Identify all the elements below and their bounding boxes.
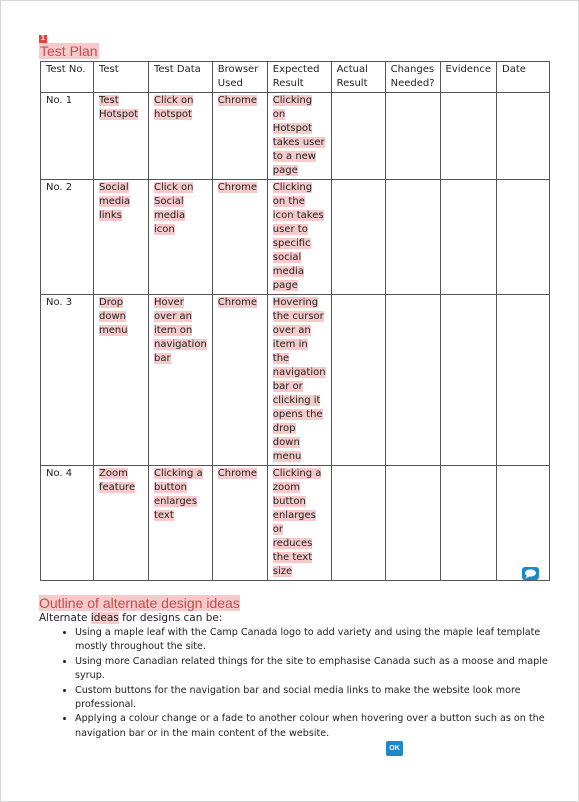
table-row [41,295,550,466]
cell-browser: Chrome [212,295,267,466]
header-expected-result: Expected Result [267,62,331,93]
cell-changes-needed [385,466,440,581]
cell-evidence [440,180,497,295]
test-plan-table [40,61,550,581]
cell-changes-needed [385,93,440,180]
header-evidence: Evidence [440,62,497,93]
cell-actual-result [331,295,385,466]
header-browser-used: Browser Used [212,62,267,93]
list-item: • Applying a colour change or a fade to another colour when hovering over a button such as on the navigation bar or in the main content of the website. [75,712,551,741]
cell-actual-result [331,180,385,295]
cell-test-data: Click on Social media icon [149,180,213,295]
table-header-row [41,62,550,93]
ok-button[interactable]: OK [386,741,403,756]
header-changes-needed: Changes Needed? [385,62,440,93]
table-row [41,93,550,180]
cell-browser: Chrome [212,466,267,581]
outline-heading [39,595,240,611]
cell-date [497,295,550,466]
cell-test: Social media links [94,180,149,295]
page-title-text: Test Plan [40,43,98,59]
header-test-data: Test Data [149,62,213,93]
cell-evidence [440,93,497,180]
cell-changes-needed [385,180,440,295]
design-ideas-list [57,626,551,741]
cell-actual-result [331,466,385,581]
cell-test-no: No. 3 [41,295,94,466]
cell-expected-result: Clicking on Hotspot takes user to a new page [267,93,331,180]
header-date: Date [497,62,550,93]
cell-test-no: No. 1 [41,93,94,180]
list-item: • Custom buttons for the navigation bar and social media links to make the website look more professional. [75,684,551,713]
cell-test: Test Hotspot [94,93,149,180]
header-test-no: Test No. [41,62,94,93]
comment-marker[interactable]: 1 [39,35,47,43]
list-item: • Using more Canadian related things for the site to emphasise Canada such as a moose and maple syrup. [75,655,551,684]
cell-browser: Chrome [212,180,267,295]
outline-heading-text: Outline of alternate design ideas [39,595,240,611]
outline-intro: Alternate ideas for designs can be: [39,612,223,624]
cell-test-data: Clicking a button enlarges text [149,466,213,581]
highlighted-word: ideas [90,612,119,624]
cell-date [497,466,550,581]
cell-test-data: Hover over an item on navigation bar [149,295,213,466]
cell-test-no: No. 4 [41,466,94,581]
cell-test: Zoom feature [94,466,149,581]
cell-expected-result: Clicking on the icon takes user to specific social media page [267,180,331,295]
page-title [39,43,99,59]
cell-browser: Chrome [212,93,267,180]
speech-bubble-icon[interactable] [522,567,539,580]
header-actual-result: Actual Result [331,62,385,93]
cell-actual-result [331,93,385,180]
cell-date [497,180,550,295]
table-row [41,180,550,295]
cell-test: Drop down menu [94,295,149,466]
cell-evidence [440,295,497,466]
cell-test-no: No. 2 [41,180,94,295]
cell-changes-needed [385,295,440,466]
header-test: Test [94,62,149,93]
cell-test-data: Click on hotspot [149,93,213,180]
table-row [41,466,550,581]
cell-expected-result: Hovering the cursor over an item in the navigation bar or clicking it opens the drop down menu [267,295,331,466]
cell-evidence [440,466,497,581]
list-item: • Using a maple leaf with the Camp Canada logo to add variety and using the maple leaf template mostly throughout the site. [75,626,551,655]
cell-expected-result: Clicking a zoom button enlarges or reduces the text size [267,466,331,581]
cell-date [497,93,550,180]
